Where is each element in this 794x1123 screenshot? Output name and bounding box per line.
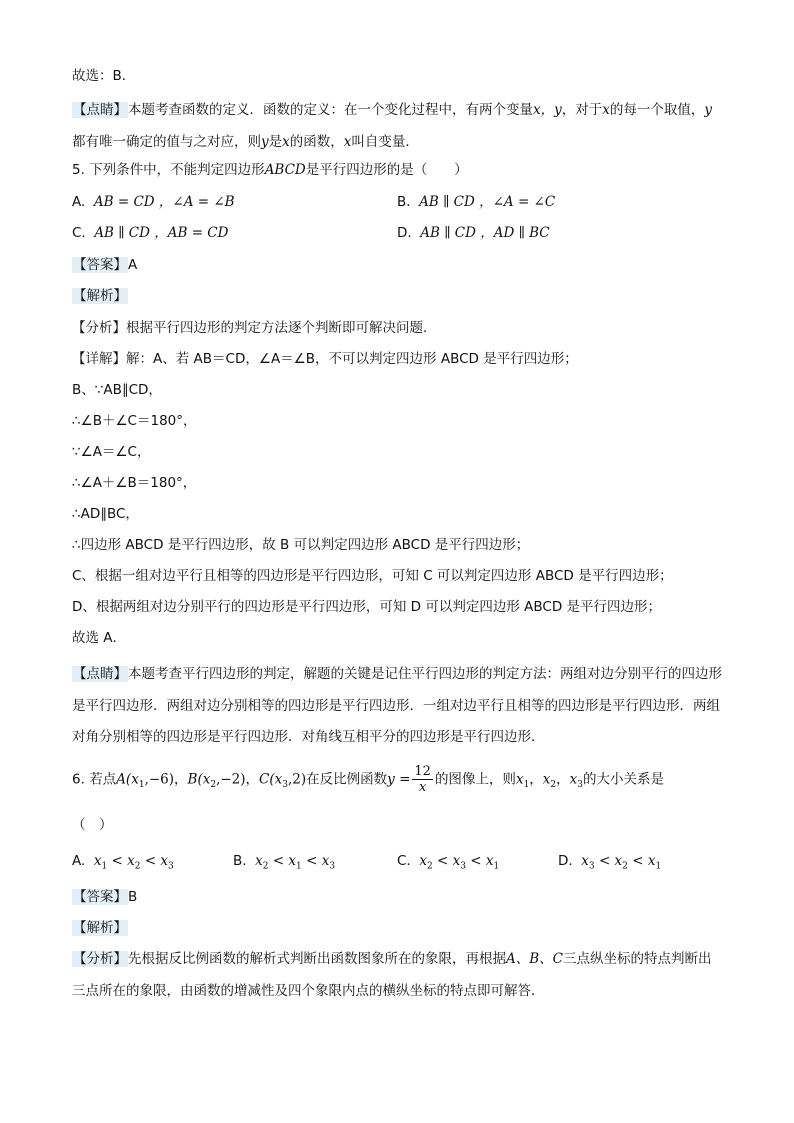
- fraction-12-over-x: $\frac{12}{x}$: [414, 764, 431, 795]
- comment-tag: 【点睛】: [73, 102, 127, 118]
- q5-option-b: B. AB ∥ CD ，∠A = ∠C: [397, 194, 556, 210]
- q6-paren: （ ）: [72, 817, 113, 833]
- q5-step: ∴∠B＋∠C＝180°，: [72, 413, 197, 429]
- q5-option-c: C. AB ∥ CD ，AB = CD: [72, 225, 229, 241]
- q6-stem: 6. 若点$A(x_1,-6)$，$B(x_2,-2)$，$C(x_3,2)$在反比例函数y = $\frac{12}{x}$ 的图像上，则$x_1$，$x_2$，$x_3$的大小关系是: [72, 764, 665, 795]
- q6-option-a: A. $x_1 < x_2 < x_3$: [72, 853, 174, 872]
- q6-analysis-heading: 【解析】: [73, 920, 127, 936]
- q6-option-d: D. $x_3 < x_2 < x_1$: [558, 853, 662, 872]
- q5-step: 故选 A．: [72, 630, 127, 646]
- q6-fenxi: 【分析】先根据反比例函数的解析式判断出函数图象所在的象限，再根据A、B、C三点纵坐标的特点判断出三点所在的象限，由函数的增减性及四个象限内点的横纵坐标的特点即可解答．: [72, 951, 712, 999]
- q5-step: C、根据一组对边平行且相等的四边形是平行四边形，可知 C 可以判定四边形 ABCD 是平行四边形；: [72, 568, 673, 584]
- q5-comment: 【点睛】本题考查平行四边形的判定，解题的关键是记住平行四边形的判定方法：两组对边分别平行的四边形是平行四边形．两组对边分别相等的四边形是平行四边形．一组对边平行且相等的四边形是平行四边形．两组对角分别相等的四边形是平行四边形．对角线互相平分的四边形是平行四边形．: [72, 666, 722, 745]
- q5-step: ∴AD∥BC，: [72, 506, 139, 522]
- q6-answer: 【答案】B: [73, 889, 138, 905]
- q5-step: ∴∠A＋∠B＝180°，: [72, 475, 197, 491]
- prev-comment: 【点睛】本题考查函数的定义．函数的定义：在一个变化过程中，有两个变量x，y，对于x的每一个取值，y都有唯一确定的值与之对应，则y是x的函数，x叫自变量．: [72, 102, 713, 150]
- q5-answer: 【答案】A: [73, 257, 138, 273]
- q5-option-d: D. AB ∥ CD ，AD ∥ BC: [397, 225, 550, 241]
- q5-step: ∵∠A＝∠C，: [72, 444, 151, 460]
- q5-step: ∴四边形 ABCD 是平行四边形，故 B 可以判定四边形 ABCD 是平行四边形；: [72, 537, 530, 553]
- q5-stem: 5. 下列条件中，不能判定四边形ABCD是平行四边形的是（ ）: [72, 162, 468, 178]
- q5-fenxi: 【分析】根据平行四边形的判定方法逐个判断即可解决问题．: [72, 320, 437, 336]
- q5-step: B、∵AB∥CD，: [72, 382, 162, 398]
- q6-option-b: B. $x_2 < x_1 < x_3$: [233, 853, 336, 872]
- q5-step: D、根据两组对边分别平行的四边形是平行四边形，可知 D 可以判定四边形 ABCD 是平行四边形；: [72, 599, 662, 615]
- q6-option-c: C. $x_2 < x_3 < x_1$: [397, 853, 500, 872]
- prev-answer-line: 故选：B．: [72, 68, 136, 84]
- q5-analysis-heading: 【解析】: [73, 288, 127, 304]
- q5-option-a: A. AB = CD ，∠A = ∠B: [72, 194, 235, 210]
- answer-tag: 【答案】: [73, 257, 127, 273]
- q5-detail: 【详解】解：A、若 AB＝CD，∠A＝∠B，不可以判定四边形 ABCD 是平行四边形；: [72, 351, 578, 367]
